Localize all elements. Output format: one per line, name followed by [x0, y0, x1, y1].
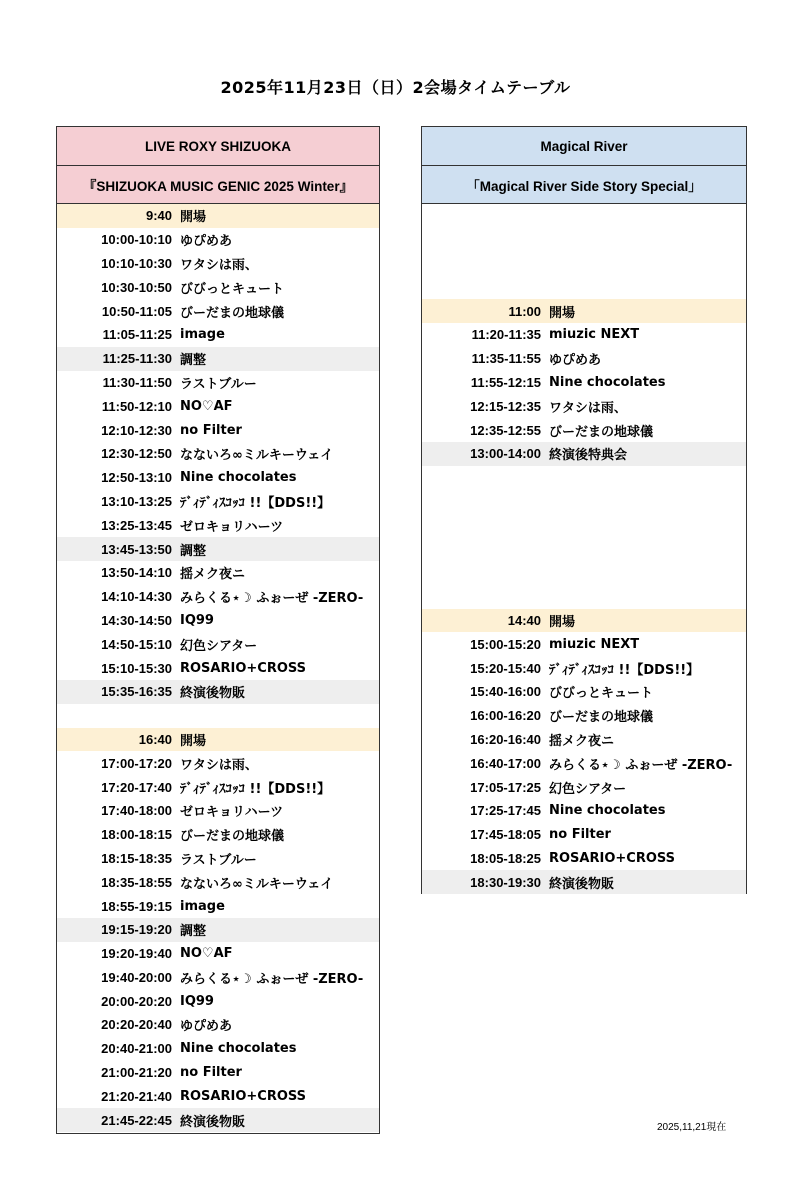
left-event-name: 『SHIZUOKA MUSIC GENIC 2025 Winter』	[57, 166, 379, 204]
schedule-act: 終演後特典会	[549, 448, 628, 464]
schedule-act: Nine chocolates	[549, 374, 666, 390]
schedule-act: ゼロキョリハーツ	[180, 805, 284, 821]
as-of-date: 2025,11,21現在	[657, 1122, 727, 1133]
schedule-row	[422, 585, 746, 609]
schedule-row	[57, 466, 379, 490]
schedule-time: 13:10-13:25	[101, 493, 172, 509]
schedule-time: 17:00-17:20	[101, 755, 172, 771]
schedule-time: 17:25-17:45	[470, 803, 541, 819]
schedule-act: ゆぴめあ	[180, 234, 233, 250]
schedule-act: ROSARIO+CROSS	[549, 850, 676, 866]
schedule-time: 11:30-11:50	[102, 374, 172, 390]
schedule-row	[57, 847, 379, 871]
schedule-time: 17:40-18:00	[101, 803, 172, 819]
schedule-row	[422, 823, 746, 847]
schedule-row	[57, 204, 379, 228]
schedule-row	[422, 466, 746, 490]
schedule-time: 12:15-12:35	[470, 398, 541, 414]
schedule-time: 12:50-13:10	[101, 470, 172, 486]
schedule-row	[57, 751, 379, 775]
schedule-time: 13:00-14:00	[470, 446, 541, 462]
schedule-time: 11:25-11:30	[102, 351, 172, 367]
schedule-time: 15:00-15:20	[470, 636, 541, 652]
schedule-act: みらくる⋆☽ ふぉーぜ -ZERO-	[180, 591, 364, 607]
schedule-row	[422, 204, 746, 228]
schedule-time: 17:05-17:25	[470, 779, 541, 795]
schedule-row	[57, 942, 379, 966]
schedule-row	[422, 870, 746, 894]
schedule-time: 21:20-21:40	[101, 1088, 172, 1104]
schedule-time: 11:35-11:55	[471, 351, 541, 367]
schedule-row	[57, 252, 379, 276]
schedule-row	[422, 751, 746, 775]
schedule-act: びーだまの地球儀	[180, 305, 285, 321]
schedule-time: 18:15-18:35	[101, 850, 172, 866]
schedule-row	[422, 680, 746, 704]
schedule-time: 12:35-12:55	[470, 422, 541, 438]
schedule-row	[57, 632, 379, 656]
schedule-row	[422, 513, 746, 537]
schedule-time: 16:20-16:40	[470, 731, 541, 747]
schedule-act: IQ99	[180, 993, 214, 1009]
schedule-time: 16:40-17:00	[470, 755, 541, 771]
schedule-row	[57, 1108, 379, 1132]
schedule-row	[57, 775, 379, 799]
left-venue-table	[56, 126, 380, 1134]
schedule-act: ラストブルー	[180, 852, 257, 868]
schedule-act: 幻色シアター	[180, 638, 258, 654]
schedule-time: 14:30-14:50	[101, 612, 172, 628]
schedule-act: なないろ∞ミルキーウェイ	[180, 448, 334, 464]
schedule-row	[57, 609, 379, 633]
schedule-time: 15:10-15:30	[101, 660, 172, 676]
schedule-row	[422, 299, 746, 323]
schedule-time: 17:45-18:05	[470, 827, 541, 843]
schedule-act: ラストブルー	[180, 376, 257, 392]
schedule-act: ゼロキョリハーツ	[180, 519, 284, 535]
right-schedule-rows	[422, 204, 746, 894]
schedule-time: 15:40-16:00	[470, 684, 541, 700]
schedule-time: 20:20-20:40	[101, 1017, 172, 1033]
schedule-time: 19:15-19:20	[101, 922, 172, 938]
schedule-time: 12:10-12:30	[101, 422, 172, 438]
schedule-time: 15:20-15:40	[470, 660, 541, 676]
schedule-row	[422, 371, 746, 395]
schedule-row	[422, 418, 746, 442]
schedule-time: 16:00-16:20	[470, 708, 541, 724]
schedule-row	[422, 442, 746, 466]
schedule-row	[57, 989, 379, 1013]
schedule-row	[422, 728, 746, 752]
schedule-row	[422, 347, 746, 371]
schedule-act: 調整	[180, 543, 207, 559]
schedule-act: みらくる⋆☽ ふぉーぜ -ZERO-	[549, 757, 733, 773]
schedule-act: NO♡AF	[180, 398, 233, 414]
schedule-act: 終演後物販	[180, 686, 246, 702]
schedule-time: 18:30-19:30	[470, 874, 541, 890]
schedule-act: ワタシは雨、	[180, 257, 258, 273]
schedule-row	[422, 704, 746, 728]
schedule-row	[57, 347, 379, 371]
schedule-time: 14:40	[507, 612, 541, 628]
schedule-act: ﾃﾞｨﾃﾞｨｽｺｯｺ !!【DDS!!】	[549, 662, 700, 678]
schedule-act: びびっとキュート	[549, 686, 654, 702]
schedule-row	[422, 275, 746, 299]
schedule-row	[422, 656, 746, 680]
schedule-time: 10:30-10:50	[101, 279, 172, 295]
schedule-time: 20:40-21:00	[101, 1041, 172, 1057]
schedule-act: びーだまの地球儀	[180, 829, 285, 845]
left-venue-name: LIVE ROXY SHIZUOKA	[57, 127, 379, 166]
schedule-act: なないろ∞ミルキーウェイ	[180, 876, 334, 892]
schedule-time: 12:30-12:50	[101, 446, 172, 462]
schedule-act: 開場	[180, 733, 207, 749]
schedule-row	[422, 228, 746, 252]
schedule-act: 調整	[180, 924, 207, 940]
schedule-row	[57, 680, 379, 704]
schedule-time: 11:05-11:25	[102, 327, 172, 343]
schedule-act: 開場	[180, 210, 207, 226]
schedule-act: image	[180, 898, 225, 914]
schedule-act: ワタシは雨、	[549, 400, 627, 416]
schedule-row	[57, 1013, 379, 1037]
schedule-act: ROSARIO+CROSS	[180, 660, 307, 676]
schedule-act: 開場	[549, 614, 576, 630]
schedule-row	[422, 847, 746, 871]
schedule-time: 19:40-20:00	[101, 969, 172, 985]
schedule-row	[57, 894, 379, 918]
schedule-row	[57, 323, 379, 347]
schedule-act: びーだまの地球儀	[549, 710, 654, 726]
schedule-time: 13:25-13:45	[101, 517, 172, 533]
schedule-row	[57, 561, 379, 585]
schedule-row	[422, 323, 746, 347]
schedule-row	[57, 275, 379, 299]
schedule-act: no Filter	[180, 1065, 242, 1081]
schedule-time: 15:35-16:35	[101, 684, 172, 700]
schedule-row	[57, 870, 379, 894]
schedule-act: びーだまの地球儀	[549, 424, 654, 440]
schedule-row	[57, 585, 379, 609]
schedule-row	[57, 1084, 379, 1108]
schedule-act: miuzic NEXT	[549, 636, 640, 652]
schedule-row	[57, 966, 379, 990]
schedule-row	[422, 394, 746, 418]
page-title: 2025年11月23日（日）2会場タイムテーブル	[220, 78, 571, 97]
schedule-row	[57, 799, 379, 823]
schedule-row	[57, 418, 379, 442]
schedule-act: IQ99	[180, 612, 214, 628]
schedule-act: miuzic NEXT	[549, 327, 640, 343]
schedule-time: 11:50-12:10	[101, 398, 172, 414]
schedule-act: Nine chocolates	[180, 1041, 297, 1057]
schedule-time: 18:00-18:15	[101, 827, 172, 843]
schedule-act: Nine chocolates	[180, 470, 297, 486]
schedule-time: 9:40	[145, 208, 172, 224]
schedule-time: 13:50-14:10	[101, 565, 172, 581]
schedule-time: 16:40	[138, 731, 172, 747]
schedule-row	[57, 442, 379, 466]
schedule-row	[422, 490, 746, 514]
schedule-row	[57, 704, 379, 728]
left-schedule-rows	[57, 204, 379, 1132]
schedule-act: no Filter	[549, 827, 611, 843]
schedule-row	[57, 371, 379, 395]
schedule-row	[57, 537, 379, 561]
schedule-time: 14:10-14:30	[101, 589, 172, 605]
schedule-row	[57, 918, 379, 942]
schedule-time: 18:05-18:25	[470, 850, 541, 866]
schedule-time: 11:00	[508, 303, 541, 319]
schedule-row	[57, 394, 379, 418]
schedule-act: ﾃﾞｨﾃﾞｨｽｺｯｺ !!【DDS!!】	[180, 781, 331, 797]
right-venue-name: Magical River	[422, 127, 746, 166]
schedule-time: 18:55-19:15	[101, 898, 172, 914]
schedule-row	[57, 299, 379, 323]
schedule-act: ROSARIO+CROSS	[180, 1088, 307, 1104]
schedule-act: ワタシは雨、	[180, 757, 258, 773]
schedule-act: 開場	[549, 305, 576, 321]
schedule-time: 21:45-22:45	[101, 1112, 172, 1128]
schedule-act: 幻色シアター	[549, 781, 627, 797]
schedule-act: ゆぴめあ	[549, 353, 602, 369]
schedule-row	[57, 490, 379, 514]
schedule-time: 11:55-12:15	[470, 374, 541, 390]
schedule-time: 21:00-21:20	[101, 1065, 172, 1081]
schedule-row	[422, 799, 746, 823]
schedule-time: 17:20-17:40	[101, 779, 172, 795]
schedule-act: ﾃﾞｨﾃﾞｨｽｺｯｺ !!【DDS!!】	[180, 495, 331, 511]
schedule-time: 18:35-18:55	[101, 874, 172, 890]
schedule-time: 11:20-11:35	[471, 327, 541, 343]
schedule-time: 19:20-19:40	[101, 946, 172, 962]
schedule-act: 揺メク夜ニ	[549, 733, 615, 749]
schedule-time: 20:00-20:20	[101, 993, 172, 1009]
schedule-row	[57, 1061, 379, 1085]
schedule-row	[422, 537, 746, 561]
schedule-act: no Filter	[180, 422, 242, 438]
schedule-row	[57, 1037, 379, 1061]
schedule-row	[422, 561, 746, 585]
schedule-act: ゆぴめあ	[180, 1019, 233, 1035]
schedule-row	[57, 823, 379, 847]
schedule-act: 終演後物販	[549, 876, 615, 892]
schedule-time: 10:10-10:30	[101, 255, 172, 271]
schedule-act: びびっとキュート	[180, 281, 285, 297]
schedule-row	[422, 775, 746, 799]
schedule-act: みらくる⋆☽ ふぉーぜ -ZERO-	[180, 971, 364, 987]
schedule-row	[422, 252, 746, 276]
schedule-time: 10:50-11:05	[101, 303, 172, 319]
schedule-row	[422, 609, 746, 633]
schedule-time: 13:45-13:50	[101, 541, 172, 557]
schedule-time: 14:50-15:10	[101, 636, 172, 652]
schedule-row	[422, 632, 746, 656]
schedule-row	[57, 513, 379, 537]
schedule-act: 終演後物販	[180, 1114, 246, 1130]
schedule-act: 揺メク夜ニ	[180, 567, 246, 583]
schedule-act: Nine chocolates	[549, 803, 666, 819]
schedule-act: NO♡AF	[180, 946, 233, 962]
schedule-act: image	[180, 327, 225, 343]
schedule-act: 調整	[180, 353, 207, 369]
schedule-row	[57, 228, 379, 252]
schedule-row	[57, 656, 379, 680]
right-venue-table	[421, 126, 747, 894]
schedule-time: 10:00-10:10	[101, 232, 172, 248]
right-event-name: 「Magical River Side Story Special」	[422, 166, 746, 204]
schedule-row	[57, 728, 379, 752]
